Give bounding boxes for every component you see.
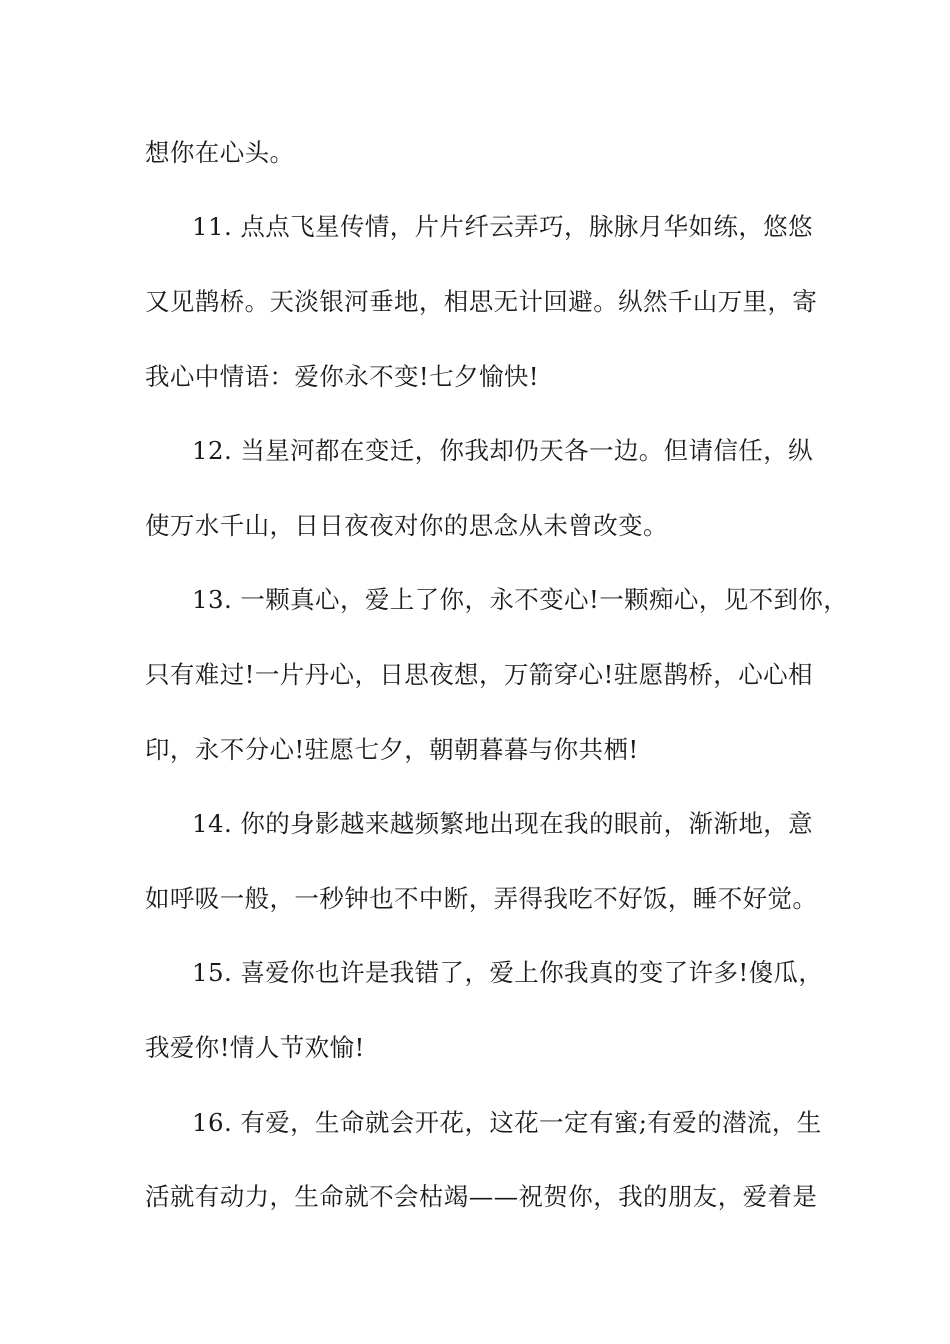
text-line: 16. 有爱，生命就会开花，这花一定有蜜;有爱的潜流，生 [192, 1108, 822, 1137]
text-line: 活就有动力，生命就不会枯竭——祝贺你，我的朋友，爱着是 [145, 1182, 818, 1211]
text-line: 又见鹊桥。天淡银河垂地，相思无计回避。纵然千山万里，寄 [145, 287, 818, 316]
text-line: 想你在心头。 [145, 138, 295, 167]
text-line: 使万水千山，日日夜夜对你的思念从未曾改变。 [145, 511, 668, 540]
text-line: 如呼吸一般，一秒钟也不中断，弄得我吃不好饭，睡不好觉。 [145, 884, 818, 913]
text-line: 印，永不分心!驻愿七夕，朝朝暮暮与你共栖! [145, 735, 639, 764]
text-line: 12. 当星河都在变迁，你我却仍天各一边。但请信任，纵 [192, 436, 814, 465]
text-line: 只有难过!一片丹心，日思夜想，万箭穿心!驻愿鹊桥，心心相 [145, 660, 813, 689]
text-line: 14. 你的身影越来越频繁地出现在我的眼前，渐渐地，意 [192, 809, 814, 838]
text-line: 11. 点点飞星传情，片片纤云弄巧，脉脉月华如练，悠悠 [192, 212, 814, 241]
text-line: 13. 一颗真心，爱上了你，永不变心!一颗痴心，见不到你， [192, 585, 849, 614]
text-line: 我爱你!情人节欢愉! [145, 1033, 365, 1062]
text-line: 我心中情语：爱你永不变!七夕愉快! [145, 362, 539, 391]
text-line: 15. 喜爱你也许是我错了，爱上你我真的变了许多!傻瓜， [192, 958, 824, 987]
